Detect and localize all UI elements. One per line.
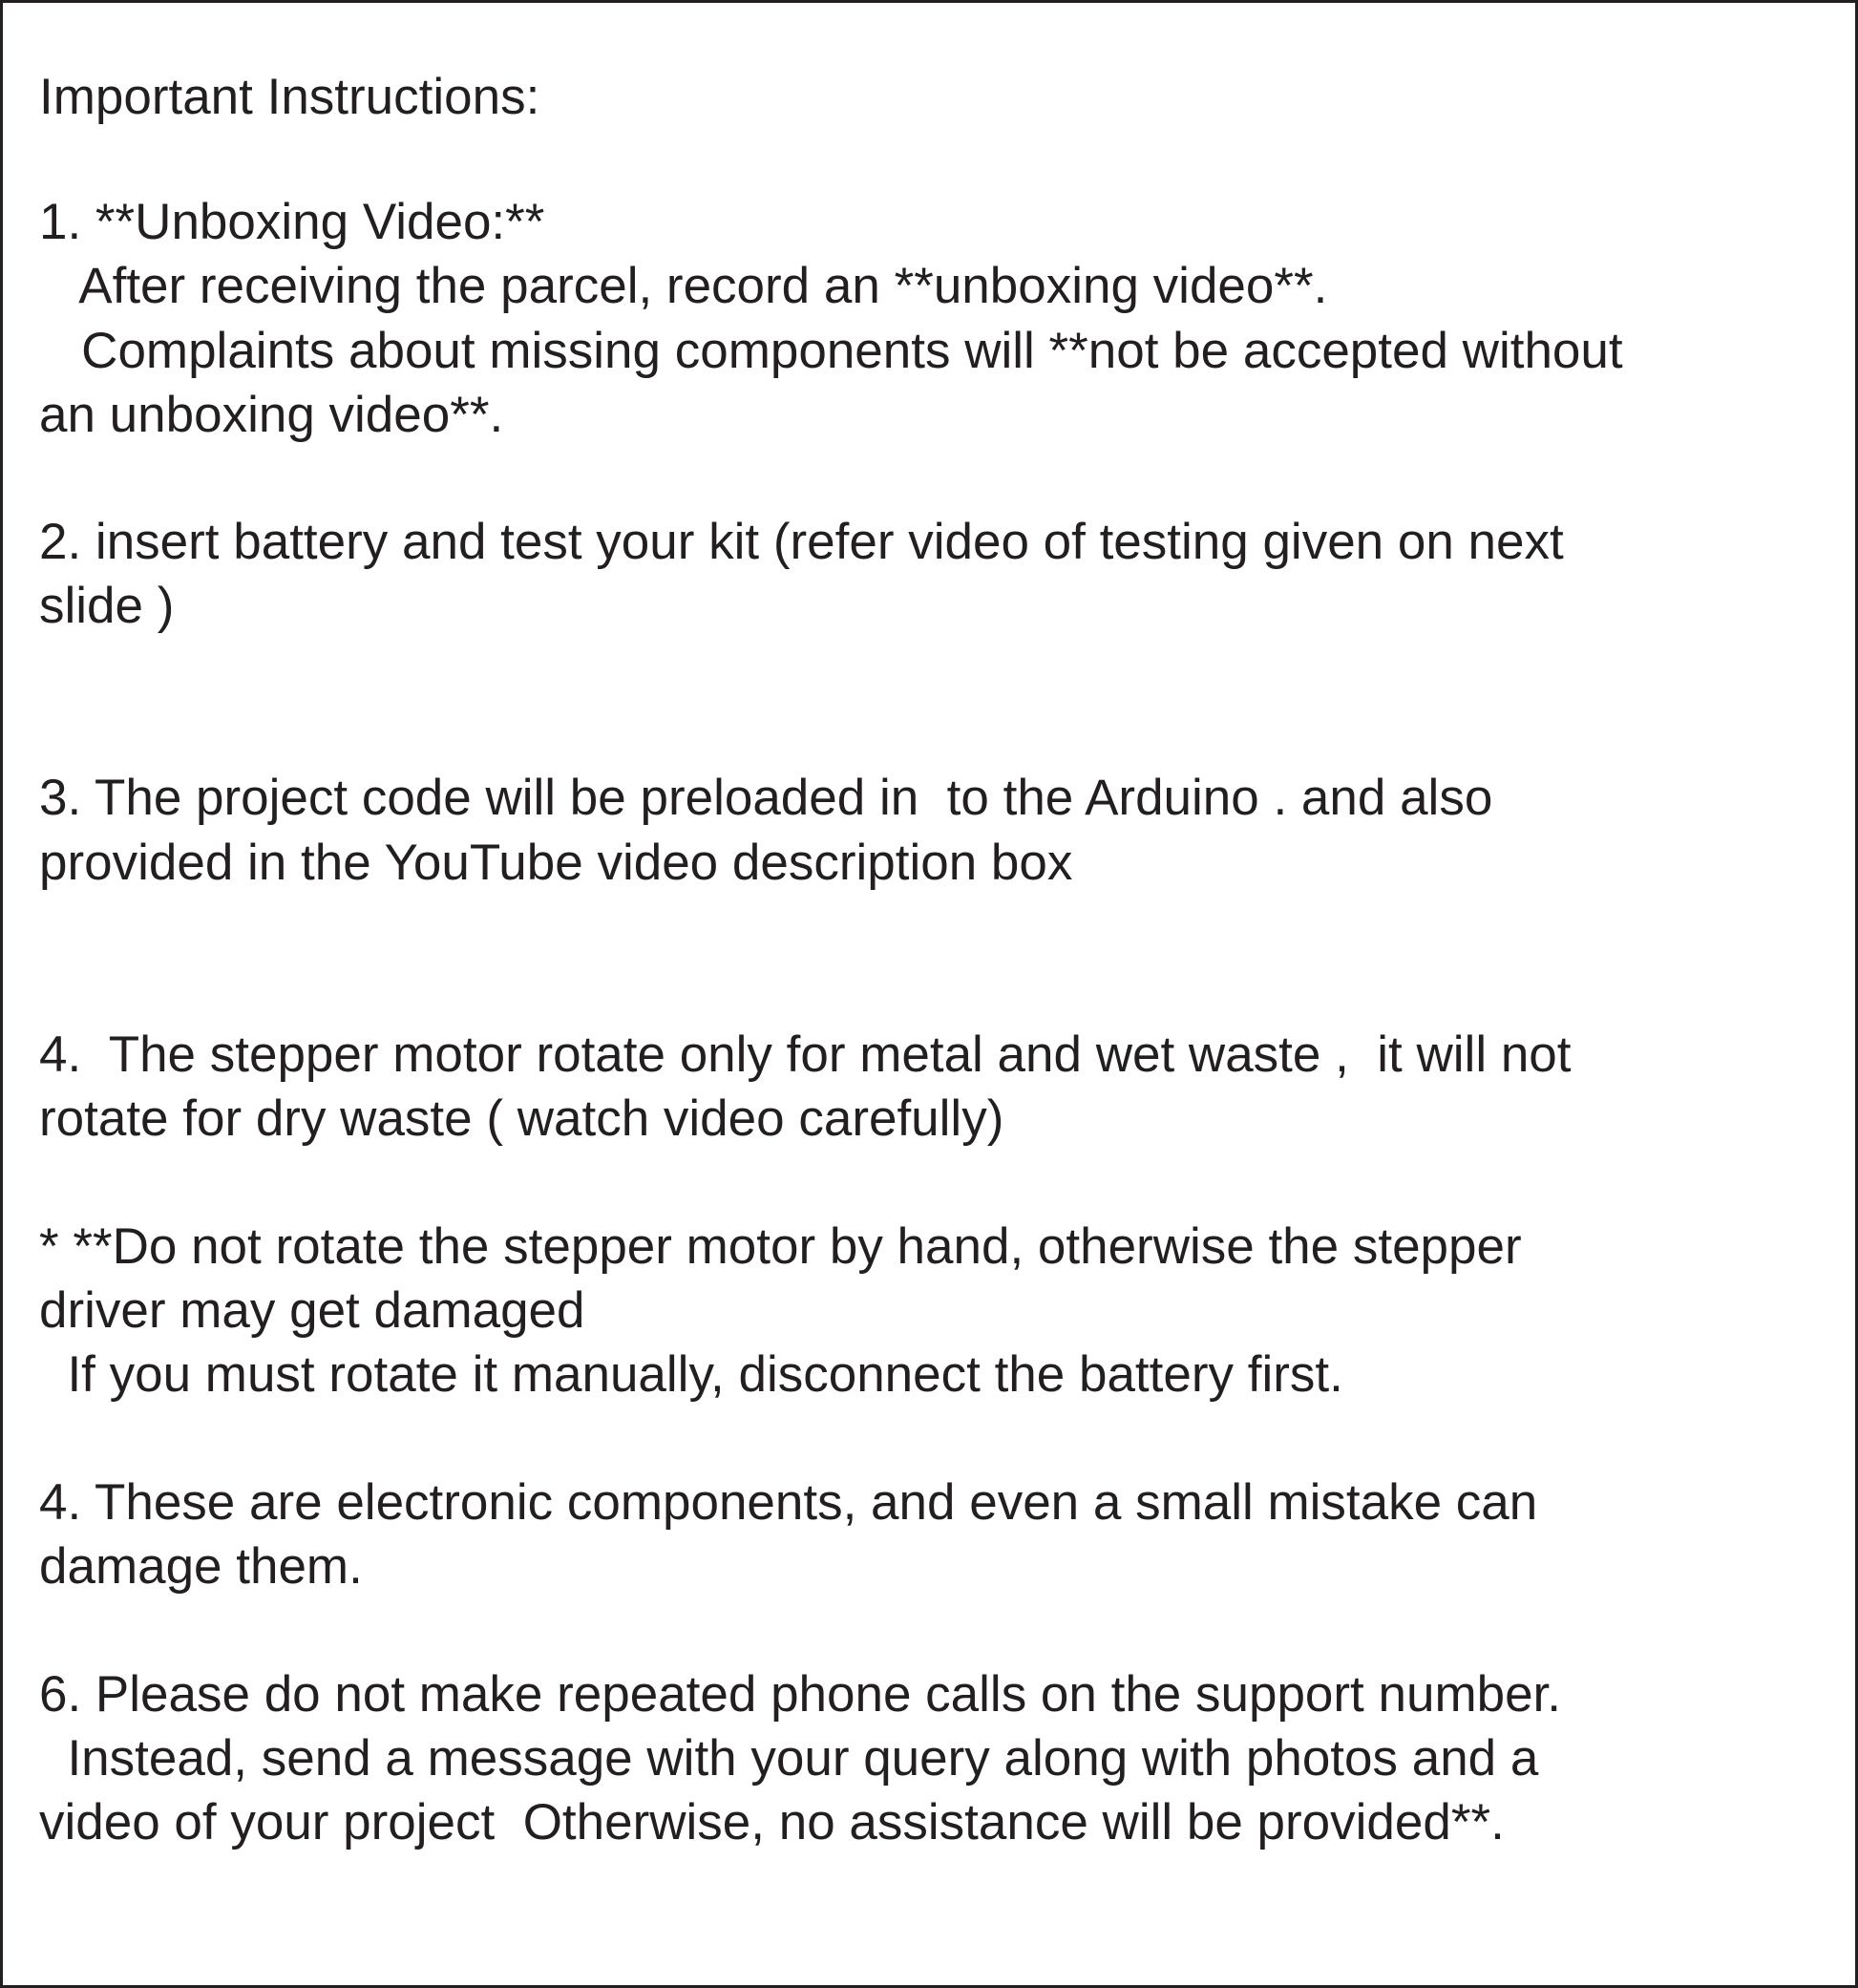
instruction-1-line-3: an unboxing video**.	[39, 387, 504, 443]
instruction-6-line-1: 6. Please do not make repeated phone calls on the support number.	[39, 1666, 1562, 1723]
instruction-1-line-1: After receiving the parcel, record an **unboxing video**.	[39, 258, 1328, 314]
instruction-3-line-2: provided in the YouTube video description box	[39, 835, 1073, 891]
instruction-3-line-1: 3. The project code will be preloaded in to the Arduino . and also	[39, 770, 1493, 826]
instruction-4-line-2: rotate for dry waste ( watch video carefully)	[39, 1090, 1004, 1147]
warning-line-2: driver may get damaged	[39, 1282, 585, 1339]
page-title: Important Instructions:	[39, 69, 540, 125]
instruction-4-line-1: 4. The stepper motor rotate only for metal and wet waste , it will not	[39, 1026, 1572, 1083]
instruction-1-heading: 1. **Unboxing Video:**	[39, 194, 545, 250]
instruction-5-line-1: 4. These are electronic components, and even a small mistake can	[39, 1474, 1538, 1531]
instruction-2-line-2: slide )	[39, 578, 175, 634]
instruction-2-line-1: 2. insert battery and test your kit (refer video of testing given on next	[39, 514, 1564, 570]
warning-line-3: If you must rotate it manually, disconnect the battery first.	[39, 1346, 1343, 1403]
instruction-6-line-2: Instead, send a message with your query along with photos and a	[39, 1730, 1539, 1787]
instruction-1-line-2: Complaints about missing components will **not be accepted without	[39, 323, 1623, 379]
warning-line-1: * **Do not rotate the stepper motor by hand, otherwise the stepper	[39, 1218, 1522, 1275]
instruction-6-line-3: video of your project Otherwise, no assistance will be provided**.	[39, 1794, 1505, 1851]
instruction-5-line-2: damage them.	[39, 1538, 363, 1595]
